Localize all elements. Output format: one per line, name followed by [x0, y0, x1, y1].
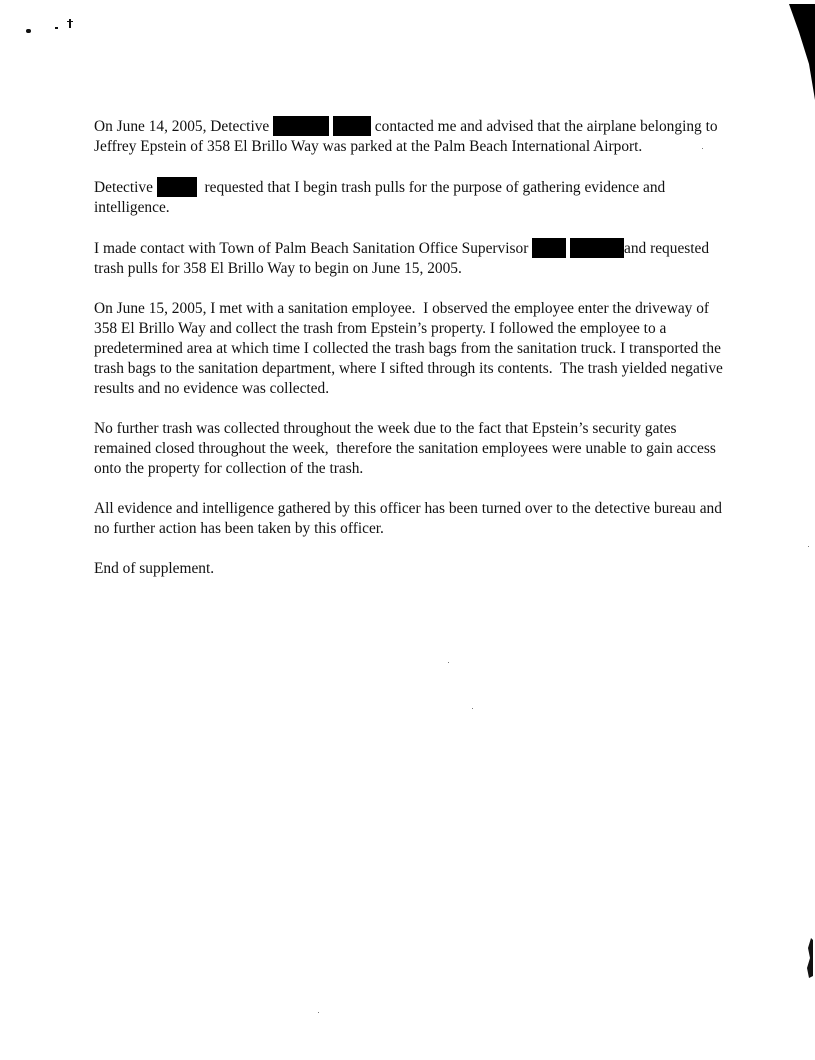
scan-edge-mark — [805, 938, 813, 978]
redaction-block — [333, 116, 371, 136]
text-line — [94, 519, 754, 539]
text-line — [94, 299, 754, 319]
scan-artifact — [55, 27, 58, 29]
text-segment: trash pulls for 358 El Brillo Way to begin on June 15, 2005. — [94, 260, 462, 277]
text-segment: All evidence and intelligence gathered by this officer has been turned over to the detective bureau and — [94, 500, 722, 517]
text-segment: requested that I begin trash pulls for the purpose of gathering evidence and — [196, 179, 666, 196]
text-segment: End of supplement. — [94, 560, 215, 577]
text-line — [94, 177, 754, 198]
scan-artifact — [26, 29, 31, 33]
text-line — [94, 559, 754, 579]
paragraph — [94, 559, 754, 579]
text-segment: trash bags to the sanitation department, where I sifted through its contents. The trash yielded negative — [94, 360, 723, 377]
text-line — [94, 359, 754, 379]
redaction-block — [273, 116, 329, 136]
text-segment: remained closed throughout the week, therefore the sanitation employees were unable to gain access — [94, 440, 716, 457]
text-segment: On June 14, 2005, Detective — [94, 118, 274, 135]
text-line — [94, 259, 754, 279]
scan-speck — [472, 708, 473, 709]
text-segment: predetermined area at which time I collected the trash bags from the sanitation truck. I transported the — [94, 340, 721, 357]
text-line — [94, 339, 754, 359]
paragraph — [94, 419, 754, 479]
text-segment: Jeffrey Epstein of 358 El Brillo Way was parked at the Palm Beach International Airport. — [94, 138, 643, 155]
text-segment: and requested — [624, 240, 710, 257]
text-segment: no further action has been taken by this officer. — [94, 520, 384, 537]
text-segment: Detective — [94, 179, 157, 196]
text-line — [94, 238, 754, 259]
scan-speck — [318, 1012, 319, 1013]
scan-artifact — [69, 19, 71, 28]
paragraph — [94, 177, 754, 218]
text-line — [94, 319, 754, 339]
paragraph — [94, 116, 754, 157]
scan-speck — [808, 546, 809, 547]
redaction-block — [570, 238, 624, 258]
text-line — [94, 499, 754, 519]
text-segment: onto the property for collection of the trash. — [94, 460, 364, 477]
text-line — [94, 137, 754, 157]
text-segment: contacted me and advised that the airplane belonging to — [370, 118, 718, 135]
scan-edge-shadow — [789, 4, 815, 100]
paragraph — [94, 499, 754, 539]
text-line — [94, 198, 754, 218]
text-line — [94, 379, 754, 399]
text-segment: intelligence. — [94, 199, 170, 216]
text-segment: results and no evidence was collected. — [94, 380, 330, 397]
text-line — [94, 439, 754, 459]
scan-speck — [448, 662, 449, 663]
paragraph — [94, 299, 754, 399]
redaction-block — [532, 238, 566, 258]
text-line — [94, 116, 754, 137]
text-segment: On June 15, 2005, I met with a sanitation employee. I observed the employee enter the driveway of — [94, 300, 710, 317]
text-segment: I made contact with Town of Palm Beach Sanitation Office Supervisor — [94, 240, 533, 257]
redaction-block — [157, 177, 197, 197]
text-line — [94, 419, 754, 439]
text-segment: 358 El Brillo Way and collect the trash from Epstein’s property. I followed the employee to a — [94, 320, 667, 337]
paragraph — [94, 238, 754, 279]
text-segment: No further trash was collected throughout the week due to the fact that Epstein’s security gates — [94, 420, 677, 437]
text-line — [94, 459, 754, 479]
document-body — [94, 116, 754, 599]
